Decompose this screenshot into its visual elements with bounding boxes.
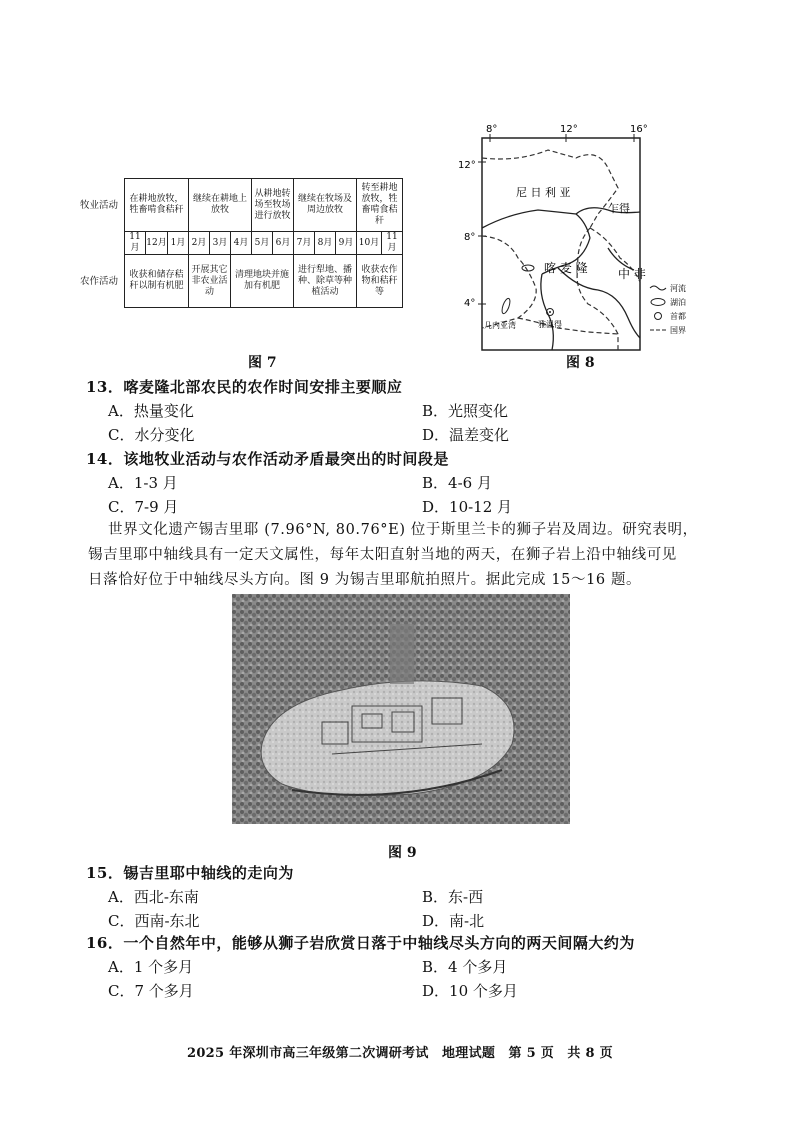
lon-label-8: 8° [486, 124, 498, 135]
capital-dot [549, 311, 551, 313]
month-cell: 8月 [315, 232, 336, 255]
month-cell: 5月 [252, 232, 273, 255]
month-cell: 6月 [273, 232, 294, 255]
label-chad: 乍得 [608, 202, 630, 215]
pastoral-activity-4: 继续在牧场及周边放牧 [294, 179, 357, 232]
lon-label-16: 16° [630, 124, 648, 135]
lon-label-12: 12° [560, 124, 578, 135]
figure-9-aerial-photo [232, 594, 570, 824]
q15-option-a: A．西北-东南 [108, 888, 199, 906]
label-gulf-of-guinea: 几内亚湾 [484, 321, 516, 330]
q13-option-b: B．光照变化 [422, 402, 509, 420]
figure-8-caption: 图 8 [566, 355, 595, 371]
legend-lake: 湖泊 [670, 298, 686, 307]
q14-option-c: C．7-9 月 [108, 498, 179, 516]
month-cell: 7月 [294, 232, 315, 255]
month-cell: 11月 [382, 232, 403, 255]
pastoral-activity-3: 从耕地转场至牧场进行放牧 [252, 179, 294, 232]
farming-activity-1: 收获和储存秸秆以制有机肥 [125, 255, 189, 308]
q13-option-c: C．水分变化 [108, 426, 195, 444]
month-cell: 3月 [210, 232, 231, 255]
question-15-stem: 15．锡吉里耶中轴线的走向为 [86, 864, 294, 882]
q16-option-c: C．7 个多月 [108, 982, 194, 1000]
figure-7-table [74, 178, 446, 308]
q14-option-d: D．10-12 月 [422, 498, 513, 516]
question-14-stem: 14．该地牧业活动与农作活动矛盾最突出的时间段是 [86, 450, 449, 468]
legend-capital: 首都 [670, 312, 686, 321]
q13-option-a: A．热量变化 [108, 402, 194, 420]
figure-7-caption: 图 7 [248, 355, 277, 371]
month-cell: 10月 [357, 232, 382, 255]
q16-option-a: A．1 个多月 [108, 958, 194, 976]
q15-option-c: C．西南-东北 [108, 912, 200, 930]
label-car: 中 非 [618, 267, 646, 281]
label-capital: 雅温得 [538, 320, 562, 329]
month-cell: 2月 [189, 232, 210, 255]
page-footer: 2025 年深圳市高三年级第二次调研考试 地理试题 第 5 页 共 8 页 [186, 1046, 613, 1061]
q16-option-b: B．4 个多月 [422, 958, 508, 976]
legend-border: 国界 [670, 326, 686, 335]
map-legend [650, 283, 686, 335]
figure-9-caption: 图 9 [388, 845, 417, 861]
question-16-stem: 16．一个自然年中，能够从狮子岩欣赏日落于中轴线尽头方向的两天间隔大约为 [86, 934, 635, 952]
pastoral-activity-1: 在耕地放牧，牲畜啃食秸秆 [125, 179, 189, 232]
q14-option-b: B．4-6 月 [422, 474, 492, 492]
pastoral-activity-5: 转至耕地放牧，牲畜啃食秸秆 [357, 179, 403, 232]
row-label-farming: 农作活动 [79, 275, 118, 287]
q15-option-d: D．南-北 [422, 912, 485, 930]
farming-activity-2: 开展其它非农业活动 [189, 255, 231, 308]
intro-line-1: 世界文化遗产锡吉里耶 (7.96°N, 80.76°E) 位于斯里兰卡的狮子岩及周边。研究表明， [108, 522, 698, 538]
lat-label-12: 12° [458, 160, 476, 171]
capital-legend-icon [655, 313, 662, 320]
lat-label-8: 8° [464, 232, 476, 243]
intro-line-3: 日落恰好位于中轴线尽头方向。图 9 为锡吉里耶航拍照片。据此完成 15～16 题。 [88, 572, 642, 588]
row-label-pastoral: 牧业活动 [79, 199, 118, 211]
q13-option-d: D．温差变化 [422, 426, 510, 444]
river-legend-icon [650, 286, 666, 290]
month-cell: 9月 [336, 232, 357, 255]
month-cell: 4月 [231, 232, 252, 255]
figure-8-map [458, 118, 688, 354]
legend-river: 河流 [670, 284, 686, 293]
lake [500, 297, 511, 314]
q14-option-a: A．1-3 月 [108, 474, 178, 492]
month-cell: 1月 [168, 232, 189, 255]
q16-option-d: D．10 个多月 [422, 982, 518, 1000]
lake-legend-icon [651, 299, 665, 306]
month-cell: 11月 [125, 232, 146, 255]
farming-activity-3: 清理地块并施加有机肥 [231, 255, 294, 308]
lake [522, 265, 534, 271]
lat-label-4: 4° [464, 298, 476, 309]
intro-line-2: 锡吉里耶中轴线具有一定天文属性，每年太阳直射当地的两天，在狮子岩上沿中轴线可见 [88, 547, 677, 563]
axis-pathway [390, 624, 414, 684]
label-nigeria: 尼 日 利 亚 [516, 186, 571, 199]
pastoral-activity-2: 继续在耕地上放牧 [189, 179, 252, 232]
farming-activity-5: 收获农作物和秸秆等 [357, 255, 403, 308]
farming-activity-4: 进行犁地、播种、除草等种植活动 [294, 255, 357, 308]
q15-option-b: B．东-西 [422, 888, 484, 906]
label-cameroon: 喀 麦 隆 [544, 261, 588, 275]
question-13-stem: 13．喀麦隆北部农民的农作时间安排主要顺应 [86, 378, 403, 396]
month-cell: 12月 [146, 232, 168, 255]
